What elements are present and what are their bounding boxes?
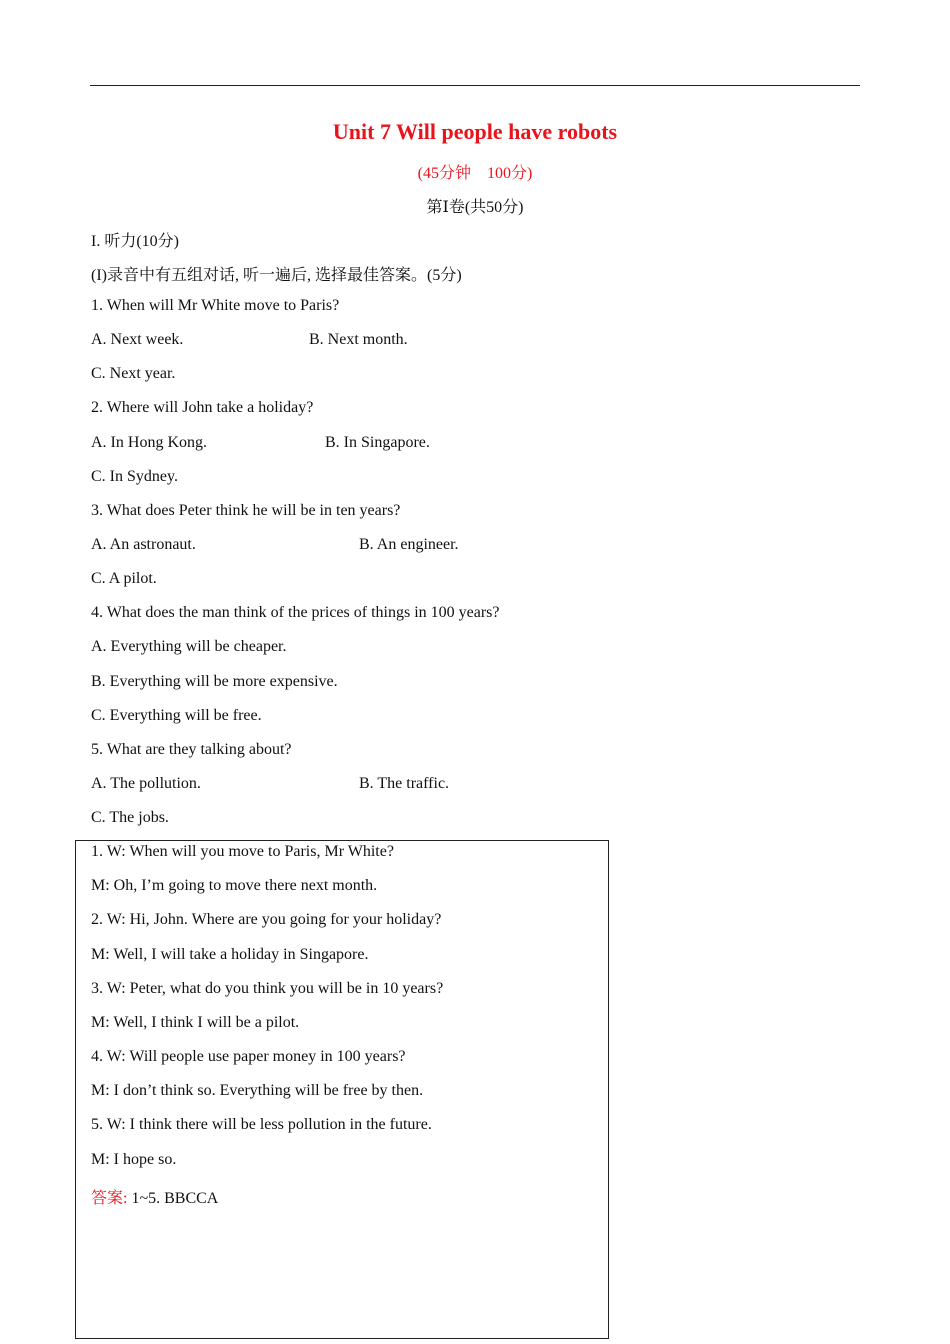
question-2: 2. Where will John take a holiday? [91,399,314,416]
q1-option-b: B. Next month. [309,331,408,348]
transcript-line-2: M: Oh, I’m going to move there next month. [91,877,378,894]
q5-option-a: A. The pollution. [91,775,201,792]
q3-option-a: A. An astronaut. [91,536,196,553]
transcript-line-7: 4. W: Will people use paper money in 100 years? [91,1048,406,1065]
section-instruction: (I)录音中有五组对话, 听一遍后, 选择最佳答案。(5分) [91,267,462,284]
q4-option-c: C. Everything will be free. [91,707,262,724]
exam-duration-score: (45分钟 100分) [417,165,533,182]
q2-option-c: C. In Sydney. [91,468,178,485]
answer-line [91,1185,218,1208]
page-title: Unit 7 Will people have robots [332,119,618,144]
q1-option-c: C. Next year. [91,365,176,382]
q4-option-b: B. Everything will be more expensive. [91,673,338,690]
q3-option-b: B. An engineer. [359,536,459,553]
transcript-line-4: M: Well, I will take a holiday in Singapore. [91,946,369,963]
question-4: 4. What does the man think of the prices of things in 100 years? [91,604,500,621]
question-5: 5. What are they talking about? [91,741,292,758]
section-heading: I. 听力(10分) [91,233,179,250]
q2-option-b: B. In Singapore. [325,434,430,451]
volume-heading: 第Ⅰ卷(共50分) [426,199,524,216]
q2-option-a: A. In Hong Kong. [91,434,207,451]
answer-value: 1~5. BBCCA [127,1190,219,1207]
q1-option-a: A. Next week. [91,331,184,348]
transcript-line-10: M: I hope so. [91,1151,177,1168]
transcript-line-6: M: Well, I think I will be a pilot. [91,1014,300,1031]
header-rule [90,85,860,86]
question-1: 1. When will Mr White move to Paris? [91,297,340,314]
transcript-line-1: 1. W: When will you move to Paris, Mr White? [91,843,394,860]
q5-option-b: B. The traffic. [359,775,450,792]
transcript-line-3: 2. W: Hi, John. Where are you going for your holiday? [91,911,442,928]
q5-option-c: C. The jobs. [91,809,169,826]
q4-option-a: A. Everything will be cheaper. [91,638,287,655]
transcript-line-9: 5. W: I think there will be less pollution in the future. [91,1116,432,1133]
transcript-line-8: M: I don’t think so. Everything will be free by then. [91,1082,424,1099]
answer-label: 答案: [91,1190,128,1207]
question-3: 3. What does Peter think he will be in ten years? [91,502,401,519]
transcript-line-5: 3. W: Peter, what do you think you will be in 10 years? [91,980,444,997]
q3-option-c: C. A pilot. [91,570,157,587]
